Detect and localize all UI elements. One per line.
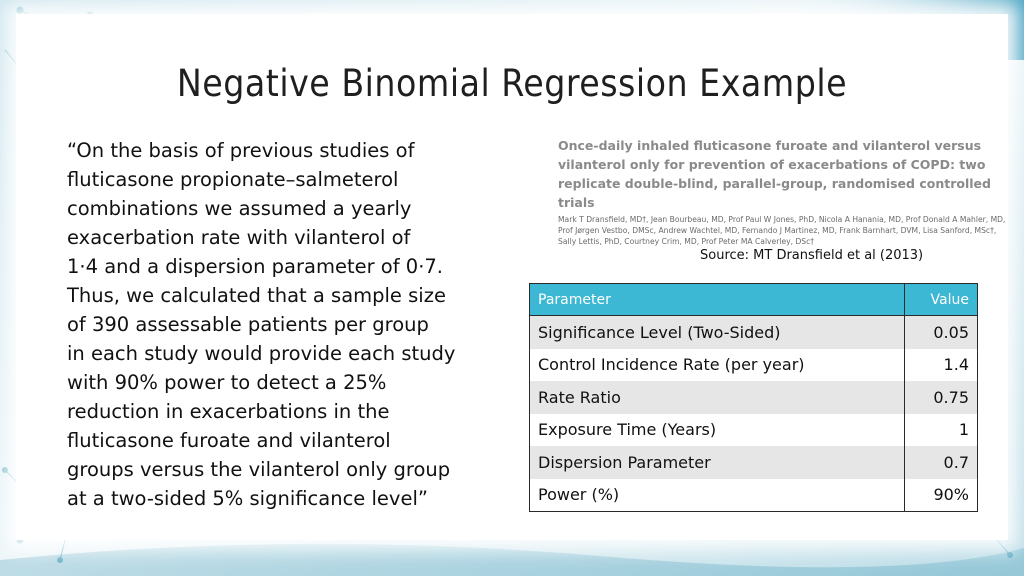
quote-line: of 390 assessable patients per group <box>67 313 429 336</box>
paper-title-line: replicate double-blind, parallel-group, randomised controlled <box>558 176 991 191</box>
value-cell: 0.7 <box>904 446 977 479</box>
table-header-row <box>530 284 978 316</box>
paper-title-line: vilanterol only for prevention of exacerbations of COPD: two <box>558 157 986 172</box>
quote-line: fluticasone furoate and vilanterol <box>67 429 391 452</box>
paper-title-line: trials <box>558 195 595 210</box>
table-row <box>530 316 978 349</box>
parameter-cell: Significance Level (Two-Sided) <box>530 316 905 349</box>
study-quote <box>67 136 507 513</box>
value-cell: 0.05 <box>904 316 977 349</box>
quote-line: in each study would provide each study <box>67 342 456 365</box>
parameter-cell: Rate Ratio <box>530 381 905 414</box>
value-cell: 1 <box>904 414 977 447</box>
value-cell: 0.75 <box>904 381 977 414</box>
quote-line: fluticasone propionate–salmeterol <box>67 168 399 191</box>
parameter-cell: Dispersion Parameter <box>530 446 905 479</box>
parameter-cell: Exposure Time (Years) <box>530 414 905 447</box>
value-cell: 90% <box>904 479 977 512</box>
quote-line: Thus, we calculated that a sample size <box>67 284 446 307</box>
paper-title <box>558 136 991 212</box>
parameter-cell: Control Incidence Rate (per year) <box>530 349 905 382</box>
table-row <box>530 381 978 414</box>
paper-title-line: Once-daily inhaled fluticasone furoate and vilanterol versus <box>558 138 982 153</box>
table-row <box>530 349 978 382</box>
paper-author-line: Prof Jørgen Vestbo, DMSc, Andrew Wachtel, MD, Fernando J Martinez, MD, Frank Barnhart, DVM, Lisa Sanford, MSc†, <box>558 226 997 235</box>
quote-line: reduction in exacerbations in the <box>67 400 390 423</box>
quote-line: “On the basis of previous studies of <box>67 139 415 162</box>
quote-line: at a two-sided 5% significance level” <box>67 487 428 510</box>
quote-line: with 90% power to detect a 25% <box>67 371 387 394</box>
table-row <box>530 414 978 447</box>
table-row <box>530 446 978 479</box>
paper-authors <box>558 214 1006 247</box>
column-header-value: Value <box>904 284 977 316</box>
source-caption: Source: MT Dransfield et al (2013) <box>700 248 924 263</box>
paper-author-line: Sally Lettis, PhD, Courtney Crim, MD, Prof Peter MA Calverley, DSc† <box>558 237 815 246</box>
column-header-parameter: Parameter <box>530 284 905 316</box>
nquery-logo: nQuery <box>920 12 1001 34</box>
paper-citation-image <box>558 136 1006 247</box>
slide-title: Negative Binomial Regression Example <box>176 62 848 105</box>
parameter-cell: Power (%) <box>530 479 905 512</box>
quote-line: combinations we assumed a yearly <box>67 197 412 220</box>
paper-author-line: Mark T Dransfield, MD†, Jean Bourbeau, MD, Prof Paul W Jones, PhD, Nicola A Hanania, MD, Prof Donald A Mahler, MD, <box>558 215 1006 224</box>
quote-line: 1·4 and a dispersion parameter of 0·7. <box>67 255 444 278</box>
quote-line: exacerbation rate with vilanterol of <box>67 226 411 249</box>
table-row <box>530 479 978 512</box>
parameters-table <box>529 283 978 512</box>
value-cell: 1.4 <box>904 349 977 382</box>
quote-line: groups versus the vilanterol only group <box>67 458 451 481</box>
